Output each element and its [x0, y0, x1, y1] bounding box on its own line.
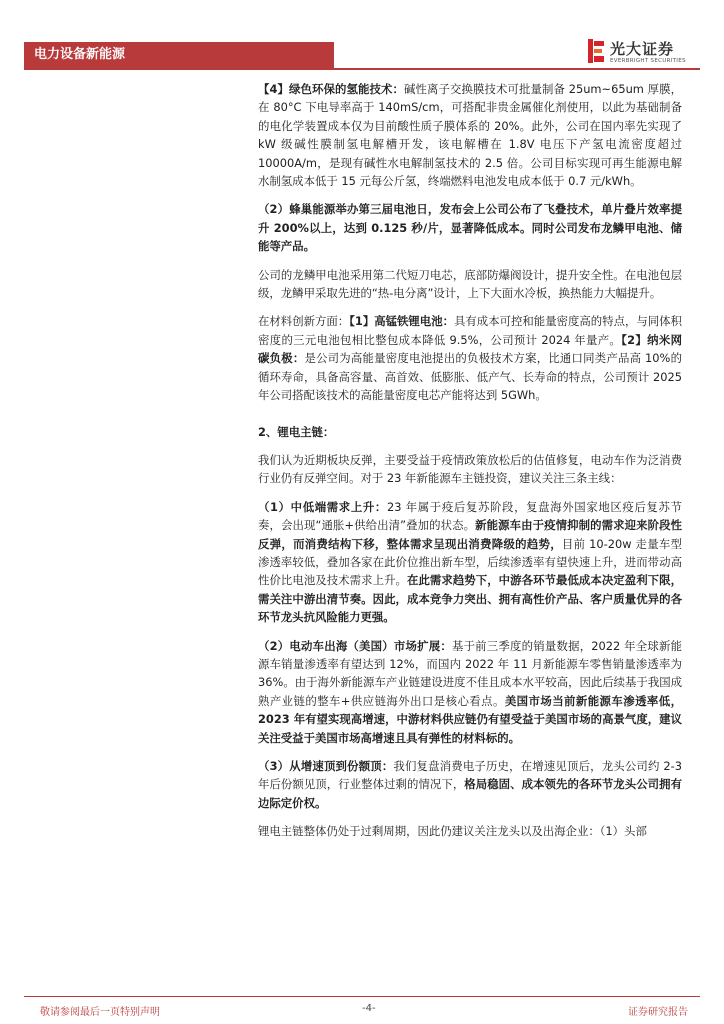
paragraph-demand	[258, 498, 682, 627]
report-body	[258, 80, 682, 851]
paragraph-text: （2）蜂巢能源举办第三届电池日，发布会上公司公布了飞叠技术，单片叠片效率提升 200%以上，达到 0.125 秒/片，显著降低成本。同时公司发布龙鳞甲电池、储能等产品。	[258, 202, 682, 254]
paragraph-conclusion	[258, 822, 682, 840]
paragraph-heading: （2）电动车出海（美国）市场扩展：	[258, 638, 452, 653]
paragraph-text: 在材料创新方面：	[258, 314, 350, 329]
company-logo	[586, 36, 696, 70]
paragraph-emphasis: 在此需求趋势下，中游各环节最低成本决定盈利下限，需关注中游出清节奏。因此，成本竞争力突出、拥有高性价产品、客户质量优异的各环节龙头抗风险能力更强。	[258, 573, 682, 625]
paragraph-text: 碱性离子交换膜技术可批量制备 25um~65um 厚膜，在 80°C 下电导率高于 140mS/cm，可搭配非贵金属催化剂使用，以此为基础制备的电化学装置成本仅为目前酸性质子膜体系的 20%。此外，公司在国内率先实现了 kW 级碱性膜制氢电解槽开发，该电解槽在 1.8V 电压下产氢电流密度超过 10000A/m，是现有碱性水电解制氢技术的 2.5 倍。公司目标实现可再生能源电解水制氢成本低于 15 元每公斤氢，终端燃料电池发电成本低于 0.7 元/kWh。	[258, 82, 682, 189]
logo-mark-icon	[586, 38, 606, 64]
footer-divider	[24, 996, 700, 997]
paragraph-hydrogen	[258, 80, 682, 190]
paragraph-heading: 【1】高锰铁锂电池：	[349, 314, 455, 329]
paragraph-text: 锂电主链整体仍处于过剩周期，因此仍建议关注龙头以及出海企业：（1）头部	[258, 824, 647, 839]
paragraph-text: 是公司为高能量密度电池提出的负极技术方案，比通口同类产品高 10%的循环寿命，具备高容量、高首效、低膨胀、低产气、长寿命的特点，公司预计 2025 年公司搭配该技术的高能量密度电芯产能将达到 5GWh。	[258, 351, 682, 403]
paragraph-text: 23 年属于疫后复苏阶段，复盘海外国家地区疫后复苏节奏，会出现“通胀+供给出清”叠加的状态。	[258, 499, 682, 533]
paragraph-emphasis: 格局稳固、成本领先的各环节龙头公司拥有边际定价权。	[258, 777, 682, 810]
paragraph-overview	[258, 451, 682, 488]
footer-disclaimer: 敬请参阅最后一页特别声明	[40, 1007, 160, 1018]
page-number: -4-	[362, 1003, 376, 1014]
paragraph-text: 我们复盘消费电子历史，在增速见顶后，龙头公司约 2-3 年后份额见顶，行业整体过剩的情况下，	[258, 759, 682, 792]
paragraph-materials	[258, 312, 682, 404]
paragraph-text: 我们认为近期板块反弹，主要受益于疫情政策放松后的估值修复，电动车作为泛消费行业仍有反弹空间。对于 23 年新能源车主链投资，建议关注三条主线：	[258, 452, 682, 486]
paragraph-text: 基于前三季度的销量数据，2022 年全球新能源车销量渗透率有望达到 12%，而国内 2022 年 11 月新能源车零售销量渗透率为 36%。由于海外新能源车产业链建设进度不佳且成本水平较高，因此后续基于我国成熟产业链的整车+供应链海外出口是核心看点。	[258, 638, 682, 708]
paragraph-overseas	[258, 637, 682, 747]
report-type: 证券研究报告	[628, 1007, 688, 1018]
logo-name: 光大证券	[610, 40, 675, 58]
section-title: 电力设备新能源	[24, 42, 334, 68]
paragraph-heading: （3）从增速顶到份额顶：	[258, 759, 394, 773]
paragraph-battery-day	[258, 200, 682, 255]
paragraph-text: 目前 10-20w 走量车型渗透率较低，叠加各家在此价位推出新车型，后续渗透率有望快速上升，进而带动高性价比电池及技术需求上升。	[258, 536, 682, 588]
section-heading: 2、锂电主链：	[258, 424, 335, 439]
paragraph-dragon-armor	[258, 266, 682, 303]
paragraph-emphasis: 美国市场当前新能源车渗透率低，2023 年有望实现高增速，中游材料供应链仍有望受益于美国市场的高景气度，建议关注受益于美国市场高增速且具有弹性的材料标的。	[258, 693, 682, 745]
paragraph-heading: 【4】绿色环保的氢能技术：	[258, 82, 405, 96]
paragraph-heading: 【2】纳米网碳负极：	[258, 332, 682, 366]
paragraph-text: 公司的龙鳞甲电池采用第二代短刀电芯，底部防爆阀设计，提升安全性。在电池包层级，龙鳞甲采取先进的“热-电分离”设计，上下大面水冷板，换热能力大幅提升。	[258, 267, 682, 301]
logo-subtitle: EVERBRIGHT SECURITIES	[610, 58, 686, 64]
paragraph-text: 具有成本可控和能量密度高的特点，与同体积密度的三元电池包相比整包成本降低 9.5%，公司预计 2024 年量产。	[258, 314, 682, 347]
paragraph-heading: （1）中低端需求上升：	[258, 499, 387, 514]
paragraph-share	[258, 757, 682, 812]
paragraph-emphasis: 新能源车由于疫情抑制的需求迎来阶段性反弹，而消费结构下移，整体需求呈现出消费降级的趋势，	[258, 518, 682, 551]
